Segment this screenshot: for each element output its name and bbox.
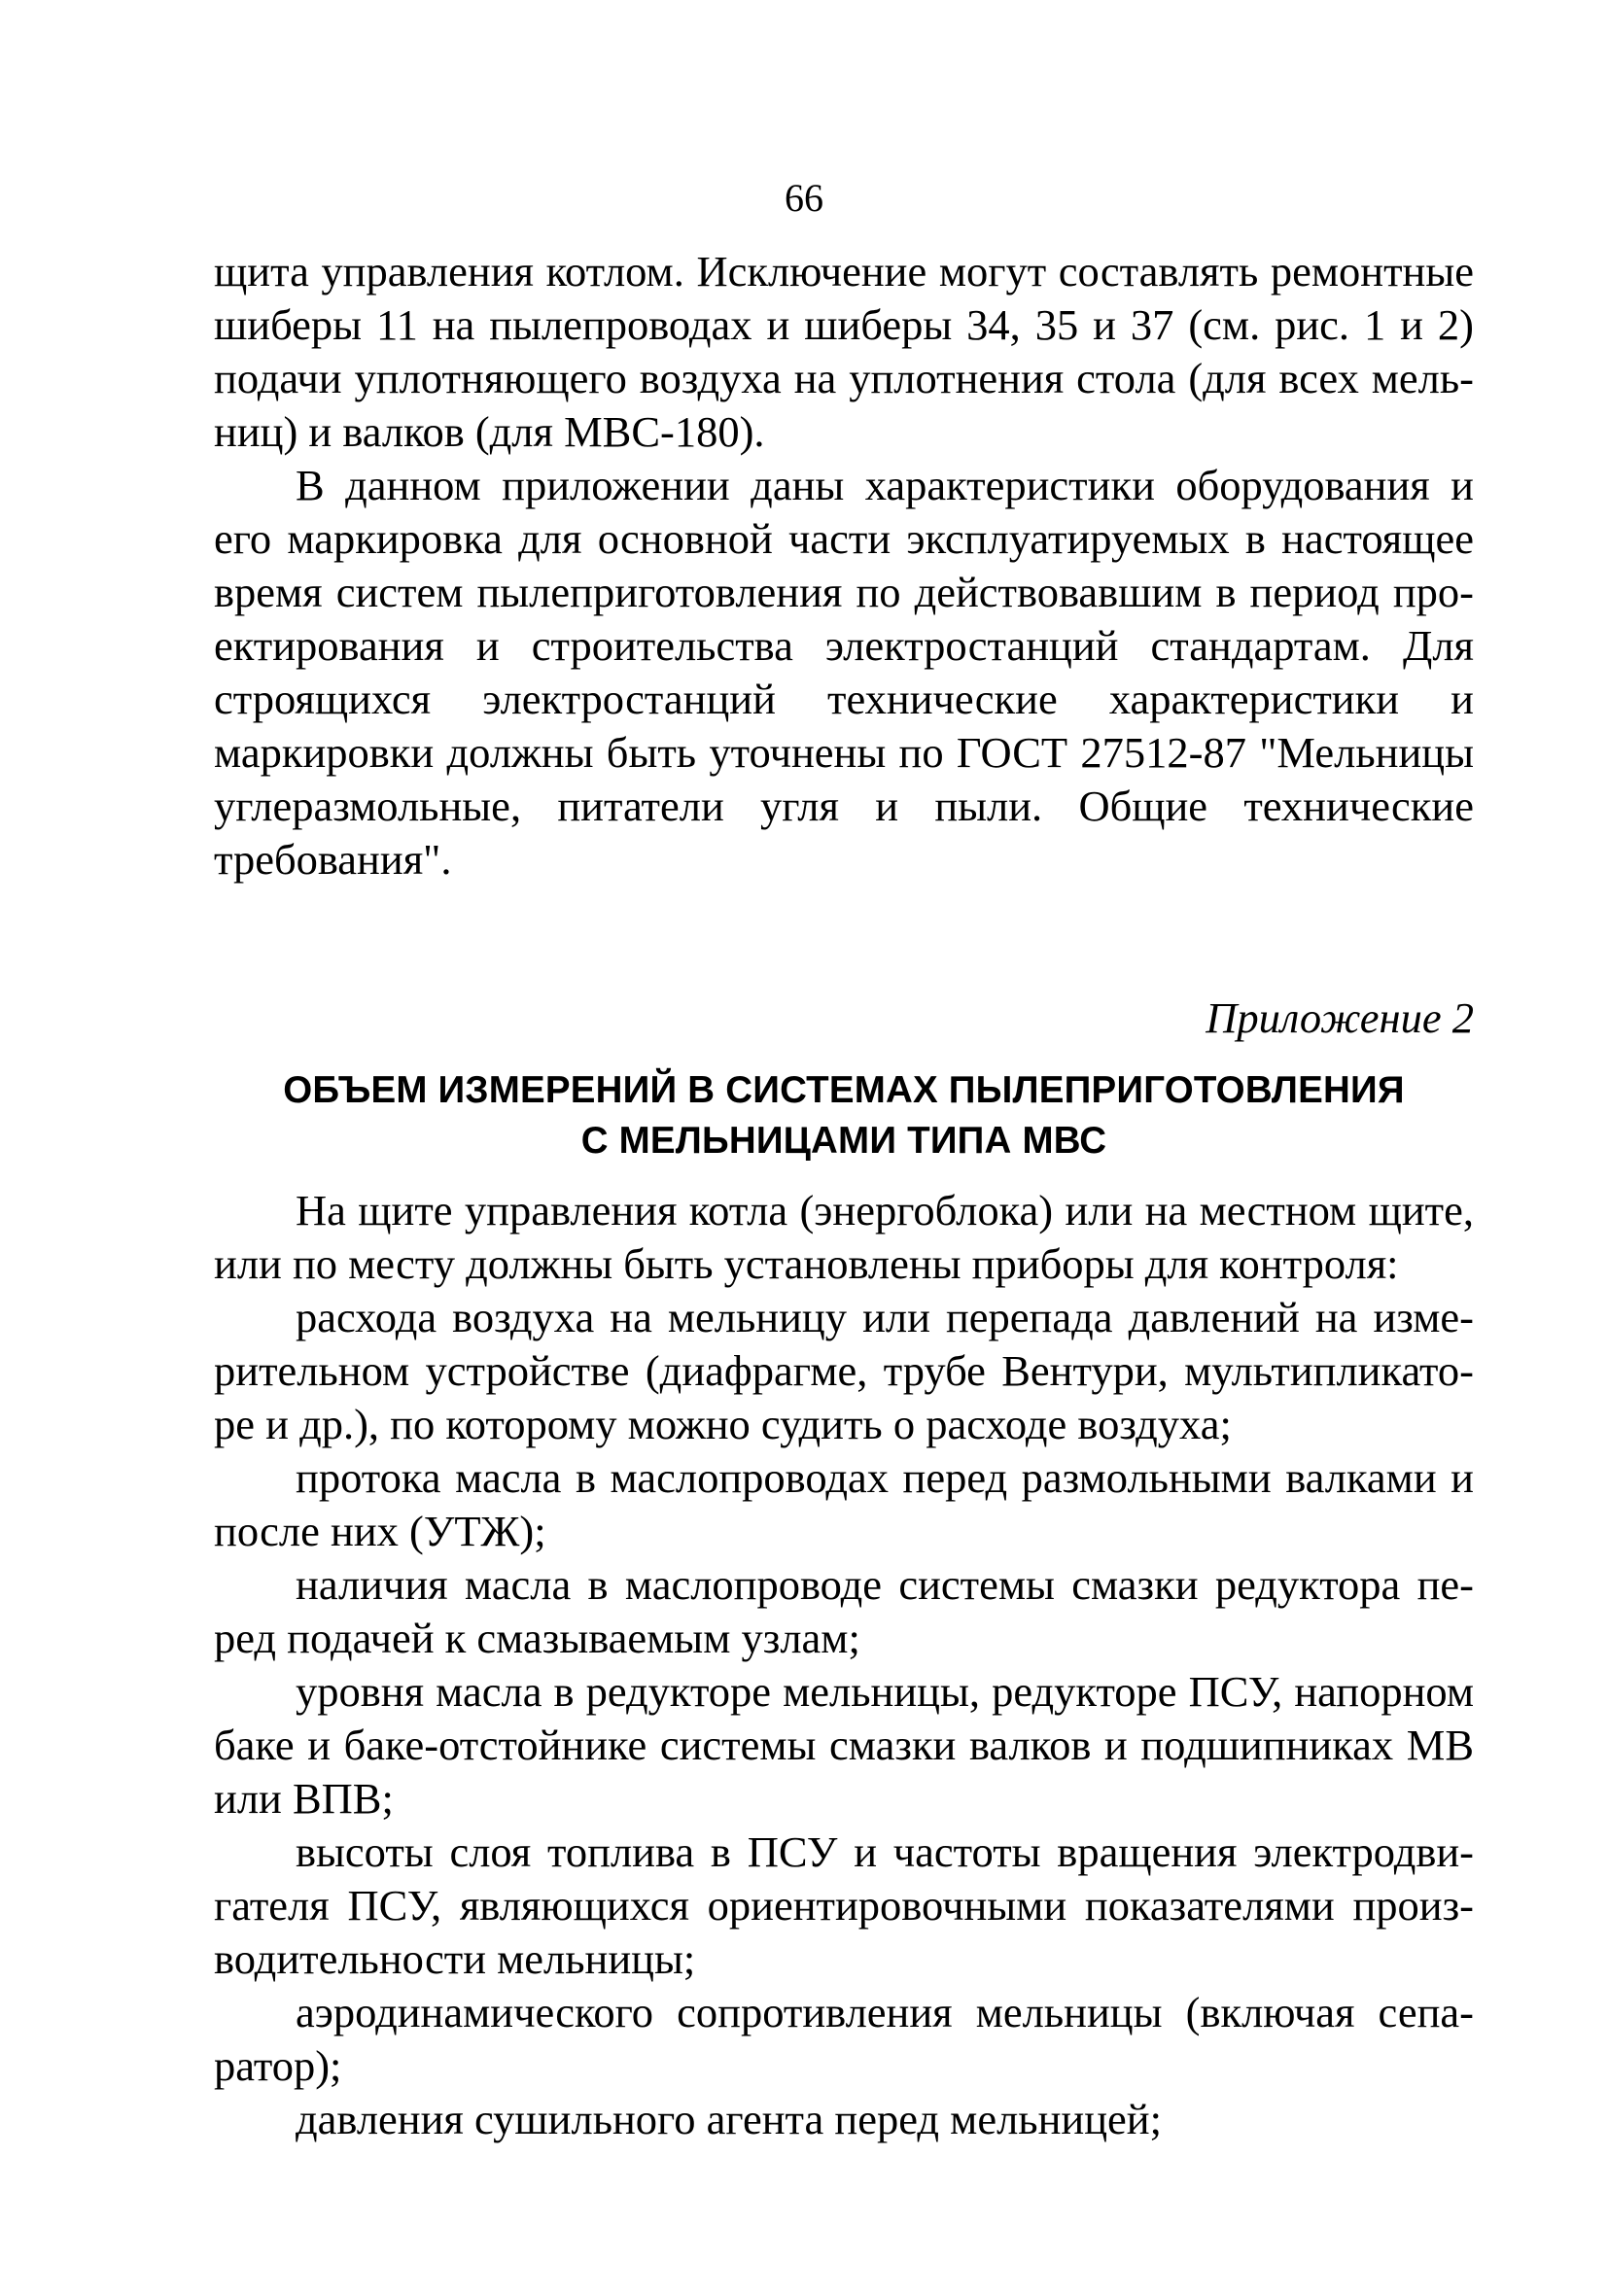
appendix-title <box>214 1065 1474 1166</box>
appendix-title-line: ОБЪЕМ ИЗМЕРЕНИЙ В СИСТЕМАХ ПЫЛЕПРИГОТОВЛЕНИЯ <box>283 1069 1405 1111</box>
intro-text <box>214 245 1474 887</box>
intro-paragraph: В данном приложении даны характеристики оборудования и его маркировка для основной части эксплуатируемых в настоящее время систем пылеприготовления по действовавшим в период проектирования и строительства электростанций стандартам. Для строящихся электростанций технические характеристики и маркировки должны быть уточнены по ГОСТ 27512-87 "Мельницы углеразмольные, питатели угля и пыли. Общие технические требования". <box>214 461 1474 884</box>
list-item: давления сушильного агента перед мельницей; <box>296 2095 1162 2143</box>
page-number: 66 <box>785 176 823 220</box>
appendix-label: Приложение 2 <box>1206 993 1474 1042</box>
appendix-title-line: С МЕЛЬНИЦАМИ ТИПА МВС <box>580 1120 1107 1162</box>
list-lead: На щите управления котла (энергоблока) или на местном щите, или по месту должны быть установлены приборы для контроля: <box>214 1186 1474 1288</box>
list-item: наличия масла в маслопроводе системы смазки редуктора перед подачей к смазываемым узлам; <box>214 1560 1474 1662</box>
list-item: расхода воздуха на мельницу или перепада давлений на измерительном устройстве (диафрагме, трубе Вентури, мультипликаторе и др.), по которому можно судить о расходе воздуха; <box>214 1293 1474 1448</box>
list-item: аэродинамического сопротивления мельницы (включая сепаратор); <box>214 1988 1474 2090</box>
list-item: высоты слоя топлива в ПСУ и частоты вращения электродвигателя ПСУ, являющихся ориентировочными показателями производительности мельницы; <box>214 1827 1474 1983</box>
list-item: протока масла в маслопроводах перед размольными валками и после них (УТЖ); <box>214 1453 1474 1555</box>
measurement-list <box>214 1184 1474 2146</box>
list-item: уровня масла в редукторе мельницы, редукторе ПСУ, напорном баке и баке-отстойнике системы смазки валков и подшипниках МВ или ВПВ; <box>214 1667 1474 1823</box>
intro-paragraph: щита управления котлом. Исключение могут составлять ремонтные шиберы 11 на пылепроводах и шиберы 34, 35 и 37 (см. рис. 1 и 2) подачи уплотняющего воздуха на уплотнения стола (для всех мельниц) и валков (для МВС-180). <box>214 247 1474 456</box>
